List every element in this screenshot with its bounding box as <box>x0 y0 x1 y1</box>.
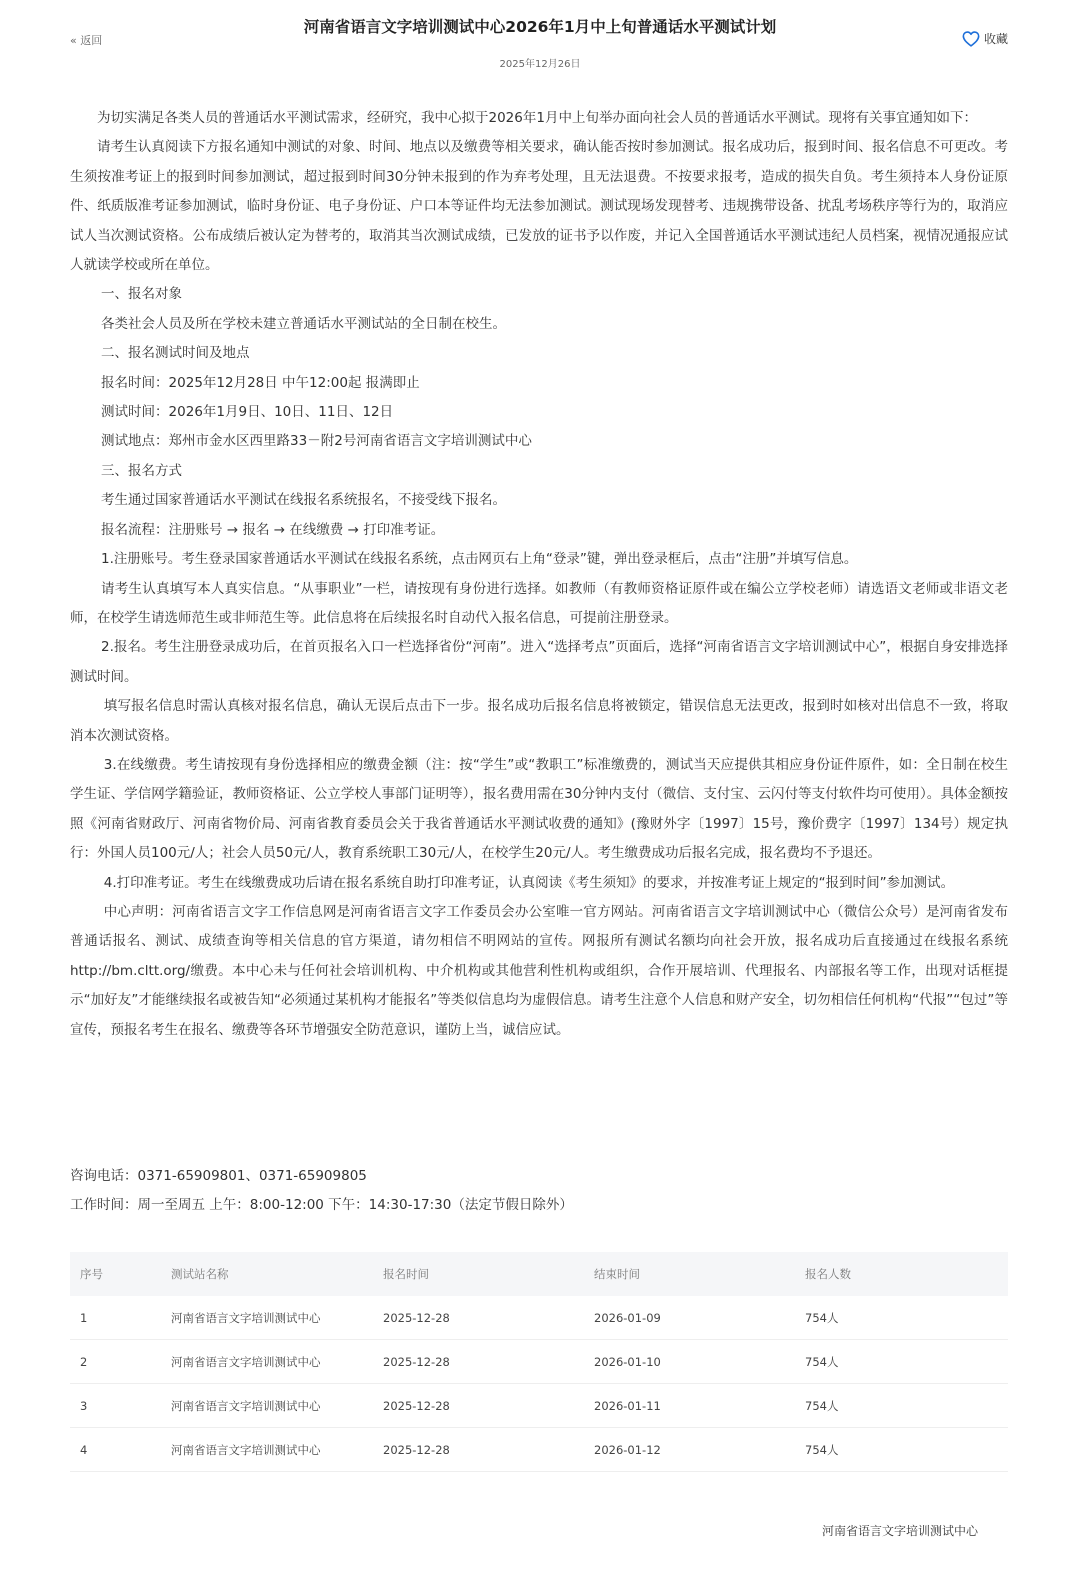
cell-end: 2026-01-09 <box>584 1296 795 1340</box>
stations-table <box>70 1252 1008 1472</box>
section-heading: 二、报名测试时间及地点 <box>101 345 250 362</box>
paragraph-notice: 请考生认真阅读下方报名通知中测试的对象、时间、地点以及缴费等相关要求，确认能否按时参加测试。报名成功后，报到时间、报名信息不可更改。考生须按准考证上的报到时间参加测试，超过报到时间30分钟未报到的作为弃考处理，且无法退费。不按要求报考，造成的损失自负。考生须持本人身份证原件、纸质版准考证参加测试，临时身份证、电子身份证、户口本等证件均无法参加测试。测试现场发现替考、违规携带设备、扰乱考场秩序等行为的，取消应试人当次测试资格。公布成绩后被认定为替考的，取消其当次测试成绩，已发放的证书予以作废，并记入全国普通话水平测试违纪人员档案，视情况通报应试人就读学校或所在单位。 <box>70 139 1008 274</box>
paragraph: 填写报名信息时需认真核对报名信息，确认无误后点击下一步。报名成功后报名信息将被锁定，错误信息无法更改，报到时如核对出信息不一致，将取消本次测试资格。 <box>70 698 1008 744</box>
cell-start: 2025-12-28 <box>373 1296 584 1340</box>
contact-info <box>70 1162 1008 1220</box>
cell-station: 河南省语言文字培训测试中心 <box>161 1296 373 1340</box>
article-header <box>0 0 1080 80</box>
paragraph: 3.在线缴费。考生请按现有身份选择相应的缴费金额（注：按“学生”或“教职工”标准缴费的，测试当天应提供其相应身份证件原件，如：全日制在校生学生证、学信网学籍验证，教师资格证、公立学校人事部门证明等），报名费用需在30分钟内支付（微信、支付宝、云闪付等支付软件均可使用）。具体金额按照《河南省财政厅、河南省物价局、河南省教育委员会关于我省普通话水平测试收费的通知》(豫财外字〔1997〕15号，豫价费字〔1997〕134号）规定执行：外国人员100元/人；社会人员50元/人，教育系统职工30元/人，在校学生20元/人。考生缴费成功后报名完成，报名费均不予退还。 <box>70 756 1008 862</box>
article-body <box>70 104 1008 1045</box>
cell-index: 3 <box>70 1384 161 1428</box>
cell-end: 2026-01-10 <box>584 1340 795 1384</box>
paragraph: 各类社会人员及所在学校未建立普通话水平测试站的全日制在校生。 <box>101 315 507 332</box>
cell-start: 2025-12-28 <box>373 1384 584 1428</box>
cell-start: 2025-12-28 <box>373 1340 584 1384</box>
paragraph: 1.注册账号。考生登录国家普通话水平测试在线报名系统，点击网页右上角“登录”键，弹出登录框后，点击“注册”并填写信息。 <box>101 551 858 568</box>
cell-count: 754人 <box>795 1296 1008 1340</box>
table-row <box>70 1296 1008 1340</box>
paragraph: 报名流程：注册账号 → 报名 → 在线缴费 → 打印准考证。 <box>101 521 445 538</box>
cell-end: 2026-01-12 <box>584 1428 795 1472</box>
cell-station: 河南省语言文字培训测试中心 <box>161 1428 373 1472</box>
paragraph: 测试时间：2026年1月9日、10日、11日、12日 <box>101 404 394 421</box>
back-link[interactable] <box>70 32 102 48</box>
column-header-index: 序号 <box>70 1252 161 1296</box>
paragraph-intro: 为切实满足各类人员的普通话水平测试需求，经研究，我中心拟于2026年1月中上旬举办面向社会人员的普通话水平测试。现将有关事宜通知如下： <box>97 110 977 126</box>
cell-station: 河南省语言文字培训测试中心 <box>161 1384 373 1428</box>
cell-index: 2 <box>70 1340 161 1384</box>
paragraph: 测试地点：郑州市金水区西里路33－附2号河南省语言文字培训测试中心 <box>101 433 532 450</box>
cell-index: 1 <box>70 1296 161 1340</box>
cell-count: 754人 <box>795 1340 1008 1384</box>
cell-index: 4 <box>70 1428 161 1472</box>
paragraph: 请考生认真填写本人真实信息。“从事职业”一栏，请按现有身份进行选择。如教师（有教师资格证原件或在编公立学校老师）请选语文老师或非语文老师，在校学生请选师范生或非师范生等。此信息将在后续报名时自动代入报名信息，可提前注册登录。 <box>70 580 1008 626</box>
publish-date: 2025年12月26日 <box>499 59 581 70</box>
cell-end: 2026-01-11 <box>584 1384 795 1428</box>
paragraph-statement: 中心声明：河南省语言文字工作信息网是河南省语言文字工作委员会办公室唯一官方网站。河南省语言文字培训测试中心（微信公众号）是河南省发布普通话报名、测试、成绩查询等相关信息的官方渠道，请勿相信不明网站的宣传。网报所有测试名额均向社会开放，报名成功后直接通过在线报名系统http://bm.cltt.org/缴费。本中心未与任何社会培训机构、中介机构或其他营利性机构或组织，合作开展培训、代理报名、内部报名等工作，出现对话框提示“加好友”才能继续报名或被告知“必须通过某机构才能报名”等类似信息均为虚假信息。请考生注意个人信息和财产安全，切勿相信任何机构“代报”“包过”等宣传，预报名考生在报名、缴费等各环节增强安全防范意识，谨防上当，诚信应试。 <box>70 903 1008 1038</box>
paragraph: 2.报名。考生注册登录成功后，在首页报名入口一栏选择省份“河南”。进入“选择考点”页面后，选择“河南省语言文字培训测试中心”，根据自身安排选择测试时间。 <box>70 639 1008 685</box>
stations-table-wrap <box>70 1252 1008 1472</box>
paragraph: 考生通过国家普通话水平测试在线报名系统报名，不接受线下报名。 <box>101 492 507 509</box>
back-link-label[interactable]: « 返回 <box>70 34 103 47</box>
column-header-station: 测试站名称 <box>161 1252 373 1296</box>
favorite-button[interactable] <box>962 30 1008 47</box>
paragraph: 报名时间：2025年12月28日 中午12:00起 报满即止 <box>101 374 420 391</box>
paragraph: 4.打印准考证。考生在线缴费成功后请在报名系统自助打印准考证，认真阅读《考生须知》的要求，并按准考证上规定的“报到时间”参加测试。 <box>103 874 955 891</box>
cell-station: 河南省语言文字培训测试中心 <box>161 1340 373 1384</box>
table-row <box>70 1384 1008 1428</box>
page-title: 河南省语言文字培训测试中心2026年1月中上旬普通话水平测试计划 <box>303 18 777 36</box>
column-header-start: 报名时间 <box>373 1252 584 1296</box>
table-row <box>70 1428 1008 1472</box>
section-heading: 一、报名对象 <box>101 286 183 303</box>
footer-organization: 河南省语言文字培训测试中心 <box>821 1524 978 1538</box>
contact-hours: 工作时间：周一至周五 上午：8:00-12:00 下午：14:30-17:30（法定节假日除外） <box>70 1197 573 1213</box>
section-heading: 三、报名方式 <box>101 462 183 479</box>
table-row <box>70 1340 1008 1384</box>
heart-icon[interactable] <box>962 31 980 47</box>
column-header-end: 结束时间 <box>584 1252 795 1296</box>
table-header-row <box>70 1252 1008 1296</box>
cell-start: 2025-12-28 <box>373 1428 584 1472</box>
cell-count: 754人 <box>795 1384 1008 1428</box>
contact-phone: 咨询电话：0371-65909801、0371-65909805 <box>70 1168 367 1184</box>
favorite-label[interactable]: 收藏 <box>983 32 1008 46</box>
cell-count: 754人 <box>795 1428 1008 1472</box>
column-header-count: 报名人数 <box>795 1252 1008 1296</box>
